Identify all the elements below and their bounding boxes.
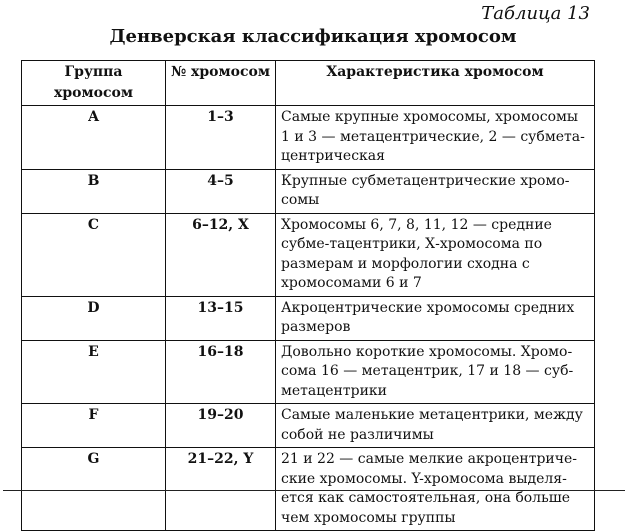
description-cell: 21 и 22 — самые мелкие акроцентриче-ские хромосомы. Y-хромосома выделя-ется как самостоятельная, она больше чем хромосомы группы (276, 448, 595, 531)
column-header-numbers: № хромосом (166, 61, 276, 106)
table-row (22, 106, 595, 170)
table-row (22, 169, 595, 213)
description-cell: Довольно короткие хромосомы. Хромо-сома 16 — метацентрик, 17 и 18 — суб-метацентрики (276, 340, 595, 404)
table-row (22, 448, 595, 531)
group-cell: E (22, 340, 166, 404)
description-cell: Крупные субметацентрические хромо-сомы (276, 169, 595, 213)
table-row (22, 340, 595, 404)
numbers-cell: 4–5 (166, 169, 276, 213)
numbers-cell: 16–18 (166, 340, 276, 404)
group-cell: G (22, 448, 166, 531)
description-cell: Самые маленькие метацентрики, между собой не различимы (276, 404, 595, 448)
numbers-cell: 6–12, X (166, 213, 276, 296)
table-number: Таблица 13 (481, 3, 590, 24)
group-cell: B (22, 169, 166, 213)
table-header-row (22, 61, 595, 106)
numbers-cell: 13–15 (166, 296, 276, 340)
group-cell: D (22, 296, 166, 340)
column-header-description: Характеристика хромосом (276, 61, 595, 106)
numbers-cell: 19–20 (166, 404, 276, 448)
group-cell: C (22, 213, 166, 296)
chromosome-classification-table (21, 60, 595, 531)
table-row (22, 296, 595, 340)
page-bottom-rule (3, 490, 625, 491)
description-cell: Хромосомы 6, 7, 8, 11, 12 — средние субме-тацентрики, Х-хромосома по размерам и морфологии сходна с хромосомами 6 и 7 (276, 213, 595, 296)
table-row (22, 213, 595, 296)
numbers-cell: 21–22, Y (166, 448, 276, 531)
table-row (22, 404, 595, 448)
numbers-cell: 1–3 (166, 106, 276, 170)
group-cell: A (22, 106, 166, 170)
column-header-group: Группа хромосом (22, 61, 166, 106)
group-cell: F (22, 404, 166, 448)
description-cell: Самые крупные хромосомы, хромосомы 1 и 3 — метацентрические, 2 — субмета-центрическая (276, 106, 595, 170)
description-cell: Акроцентрические хромосомы средних размеров (276, 296, 595, 340)
document-title: Денверская классификация хромосом (109, 26, 517, 47)
